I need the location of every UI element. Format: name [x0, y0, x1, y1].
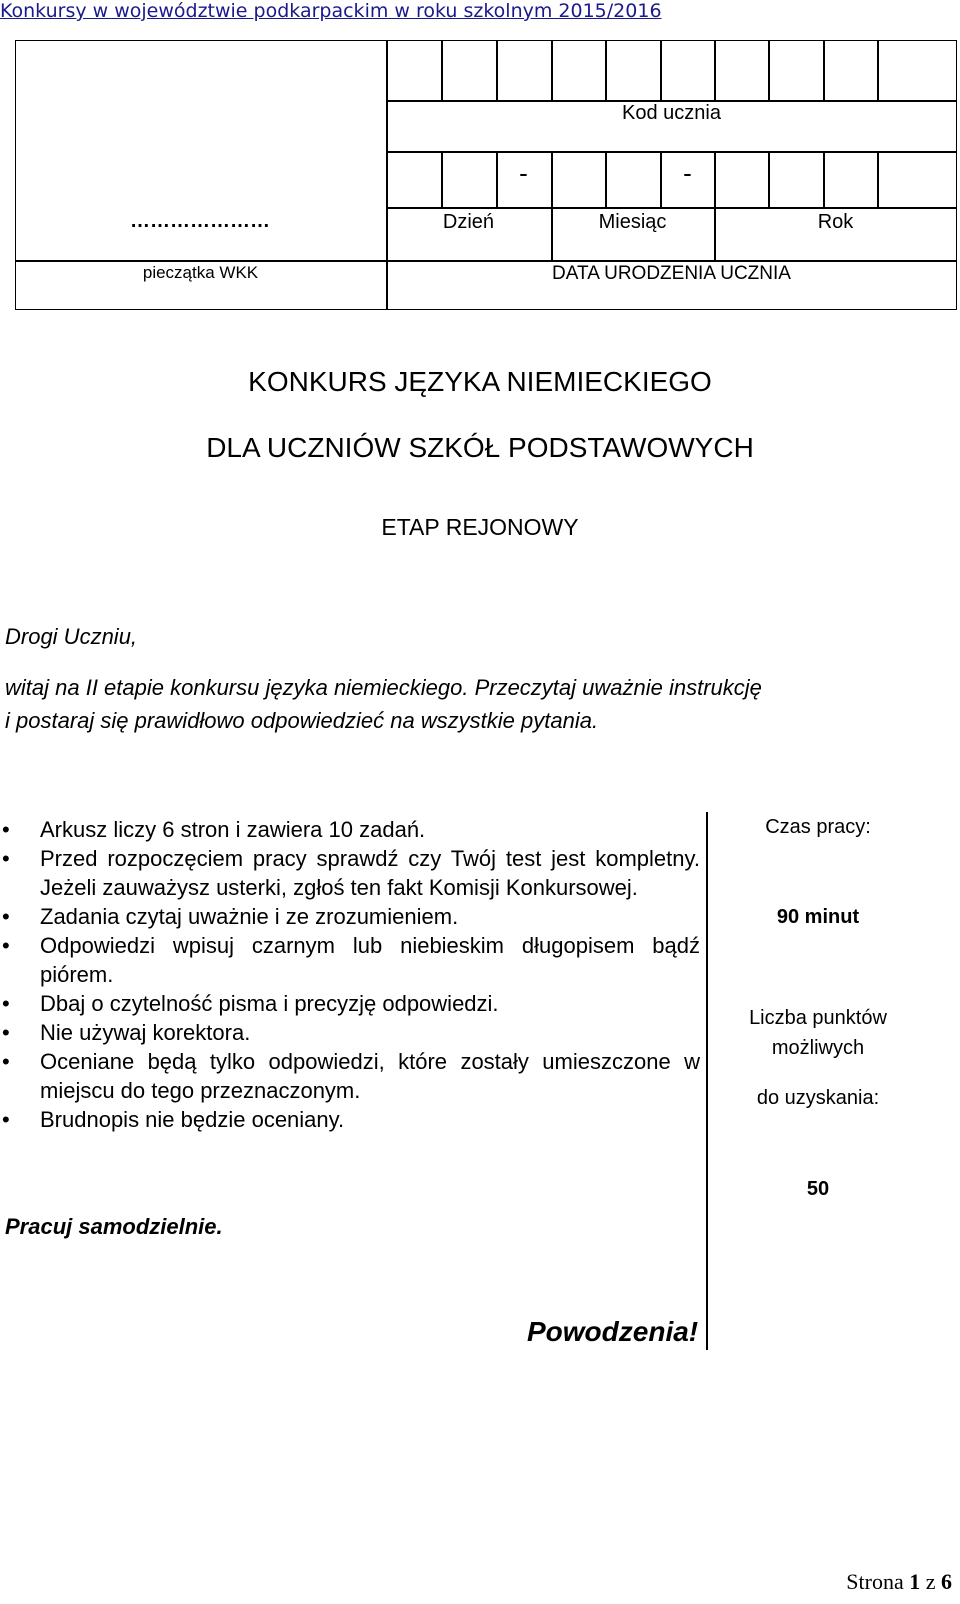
stamp-label: pieczątka WKK [142, 263, 259, 282]
points-label-1: Liczba punktów [749, 1007, 887, 1029]
rule-item: • Arkusz liczy 6 stron i zawiera 10 zadań. [0, 815, 700, 844]
date-box-line [551, 151, 553, 260]
intro-line-1: witaj na II etapie konkursu języka niemieckiego. Przeczytaj uważnie instrukcję [5, 675, 762, 700]
date-dash-2: - [683, 158, 692, 188]
work-alone-note: Pracuj samodzielnie. [5, 1214, 223, 1239]
rule-item: • Przed rozpoczęciem pracy sprawdź czy Twój test jest kompletny. Jeżeli zauważysz usterki, zgłoś ten fakt Komisji Konkursowej. [0, 844, 700, 902]
page-number [846, 1569, 952, 1595]
date-box-line [441, 151, 443, 207]
kod-box-line [877, 40, 879, 100]
month-label: Miesiąc [598, 211, 667, 233]
kod-box-line [551, 40, 553, 100]
day-label: Dzień [442, 211, 495, 233]
points-value: 50 [806, 1178, 830, 1200]
kod-box-line [441, 40, 443, 100]
greeting: Drogi Uczniu, [5, 624, 138, 649]
rule-item: • Nie używaj korektora. [0, 1018, 700, 1047]
table-line [15, 260, 957, 262]
time-value: 90 minut [776, 906, 860, 928]
time-label: Czas pracy: [765, 816, 871, 838]
points-label-3: do uzyskania: [756, 1087, 880, 1109]
birthdate-label: DATA URODZENIA UCZNIA [552, 263, 791, 284]
contest-stage: ETAP REJONOWY [381, 514, 579, 540]
intro-line-2: i postaraj się prawidłowo odpowiedzieć na wszystkie pytania. [5, 708, 599, 733]
kod-box-line [823, 40, 825, 100]
page-total: 6 [941, 1569, 952, 1594]
date-dash-1: - [519, 158, 528, 188]
year-label: Rok [817, 211, 854, 233]
kod-box-line [714, 40, 716, 100]
good-luck: Powodzenia! [527, 1316, 699, 1347]
date-box-line [605, 151, 607, 207]
rule-item: • Oceniane będą tylko odpowiedzi, które zostały umieszczone w miejscu do tego przeznaczonym. [0, 1047, 700, 1105]
rule-item: • Dbaj o czytelność pisma i precyzję odpowiedzi. [0, 989, 700, 1018]
points-label-2: możliwych [771, 1037, 865, 1059]
date-box-line [768, 151, 770, 207]
contest-title: KONKURS JĘZYKA NIEMIECKIEGO [248, 366, 712, 397]
kod-box-line [768, 40, 770, 100]
page-current: 1 [909, 1569, 921, 1594]
rules-list [0, 815, 700, 1134]
contest-subtitle: DLA UCZNIÓW SZKÓŁ PODSTAWOWYCH [206, 432, 754, 463]
kod-box-line [660, 40, 662, 100]
stamp-dots: ………………… [130, 210, 270, 232]
rule-item: • Brudnopis nie będzie oceniany. [0, 1105, 700, 1134]
page-prefix: Strona [846, 1569, 910, 1594]
rule-item: • Zadania czytaj uważnie i ze zrozumieniem. [0, 902, 700, 931]
rule-item: • Odpowiedzi wpisuj czarnym lub niebieskim długopisem bądź piórem. [0, 931, 700, 989]
kod-box-line [496, 40, 498, 100]
header-link[interactable]: Konkursy w województwie podkarpackim w roku szkolnym 2015/2016 [0, 0, 662, 22]
kod-box-line [605, 40, 607, 100]
date-box-line [877, 151, 879, 207]
table-line [386, 151, 957, 153]
date-box-line [823, 151, 825, 207]
page-sep: z [920, 1569, 941, 1594]
sidebar-separator [706, 812, 708, 1350]
kod-ucznia-label: Kod ucznia [622, 102, 721, 124]
table-line [386, 207, 957, 209]
